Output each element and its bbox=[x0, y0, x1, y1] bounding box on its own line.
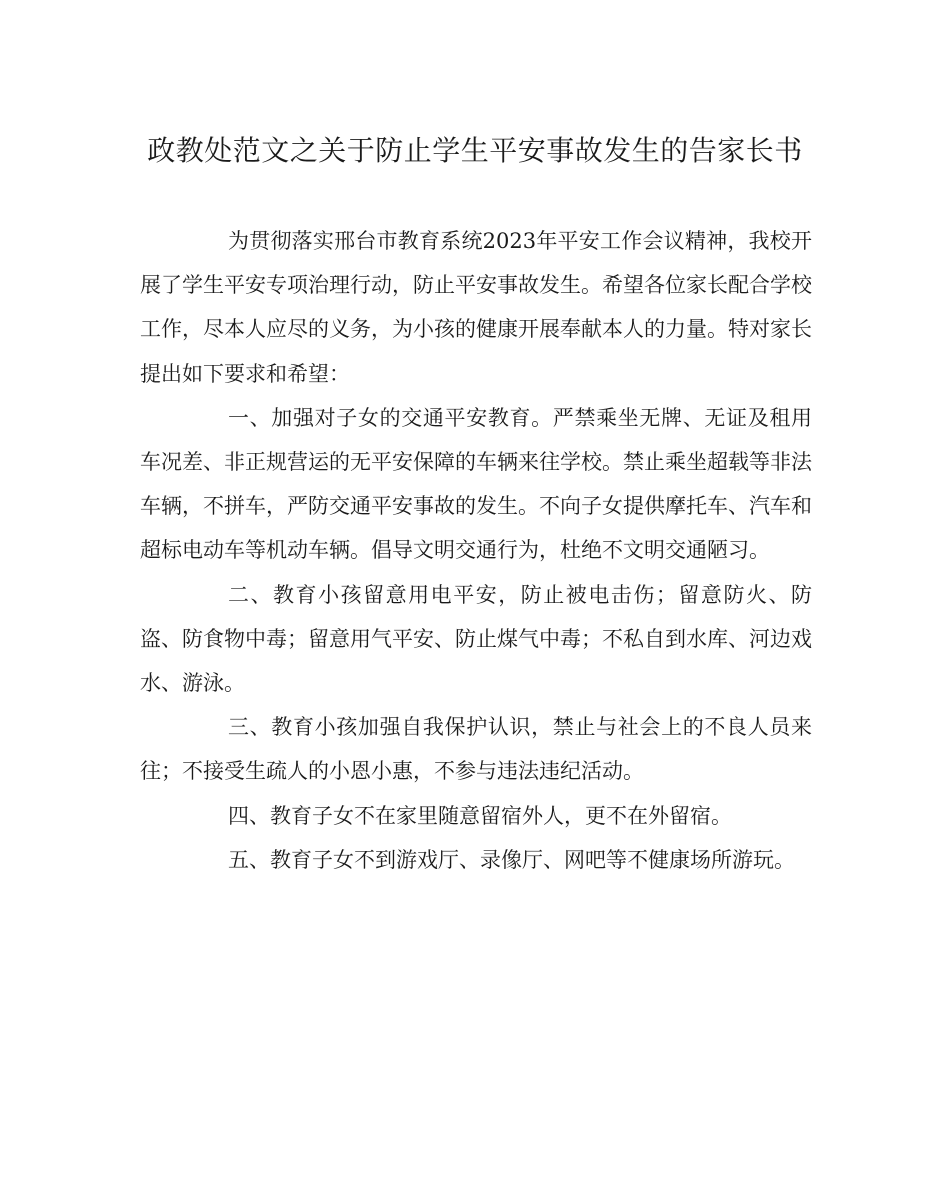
document-title: 政教处范文之关于防止学生平安事故发生的告家长书 bbox=[147, 134, 803, 167]
paragraph-item-4: 四、教育子女不在家里随意留宿外人，更不在外留宿。 bbox=[228, 803, 732, 828]
paragraph-intro: 为贯彻落实邢台市教育系统2023年平安工作会议精神，我校开展了学生平安专项治理行动，防止平安事故发生。希望各位家长配合学校工作，尽本人应尽的义务，为小孩的健康开展奉献本人的力量。特对家长提出如下要求和希望： bbox=[140, 229, 812, 386]
paragraph-item-5: 五、教育子女不到游戏厅、录像厅、网吧等不健康场所游玩。 bbox=[228, 847, 795, 872]
paragraph-item-3: 三、教育小孩加强自我保护认识，禁止与社会上的不良人员来往；不接受生疏人的小恩小惠，不参与违法违纪活动。 bbox=[140, 715, 812, 784]
paragraph-item-2: 二、教育小孩留意用电平安，防止被电击伤；留意防火、防盗、防食物中毒；留意用气平安、防止煤气中毒；不私自到水库、河边戏水、游泳。 bbox=[140, 582, 812, 696]
document-body bbox=[140, 219, 812, 882]
paragraph-item-1: 一、加强对子女的交通平安教育。严禁乘坐无牌、无证及租用车况差、非正规营运的无平安保障的车辆来往学校。禁止乘坐超载等非法车辆，不拼车，严防交通平安事故的发生。不向子女提供摩托车、汽车和超标电动车等机动车辆。倡导文明交通行为，杜绝不文明交通陋习。 bbox=[140, 405, 812, 563]
